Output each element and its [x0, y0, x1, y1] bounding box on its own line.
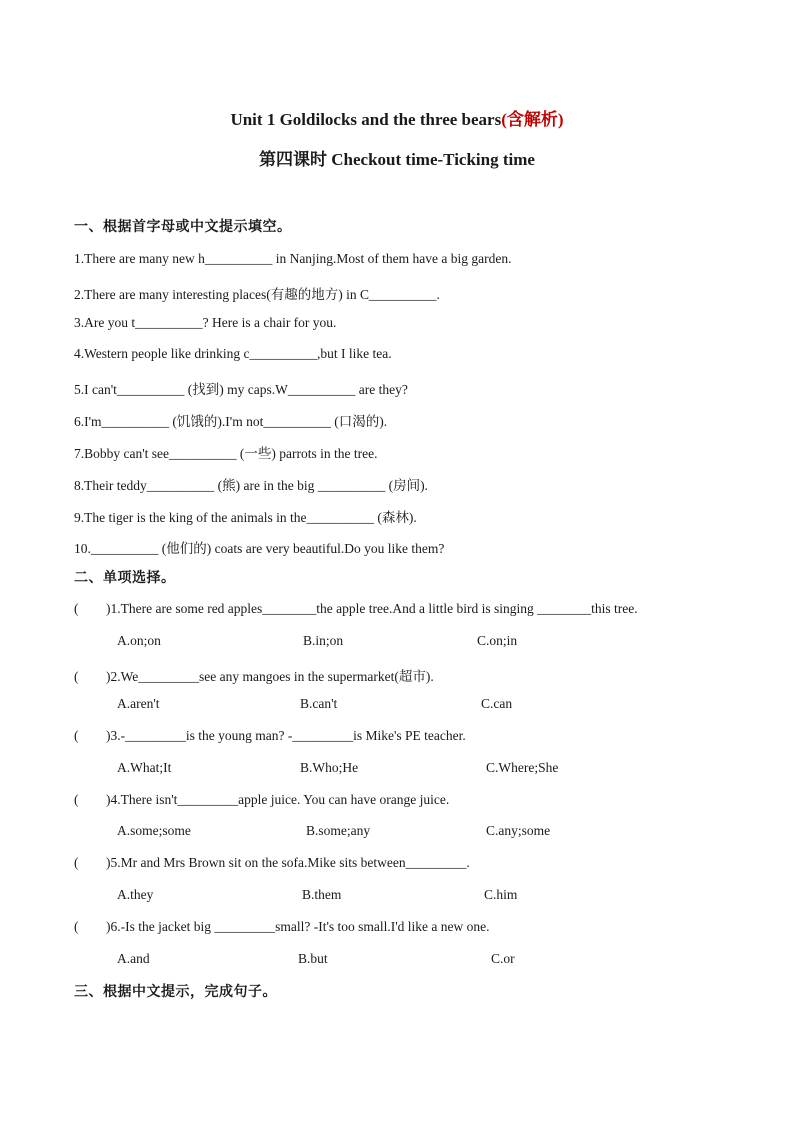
q4-option-c: C.any;some	[486, 823, 551, 838]
q3-option-a: A.What;It	[117, 760, 172, 775]
q2-option-b: B.can't	[300, 696, 338, 711]
document-title	[0, 105, 794, 130]
answer-bracket: (	[74, 792, 79, 807]
fill-item-3: 3.Are you t__________? Here is a chair for you.	[74, 315, 337, 330]
section3-heading: 三、根据中文提示，完成句子。	[74, 984, 277, 1000]
q1-option-b: B.in;on	[303, 633, 344, 648]
q2-option-a: A.aren't	[117, 696, 160, 711]
q6-option-b: B.but	[298, 951, 328, 966]
title-main: Unit 1 Goldilocks and the three bears	[230, 110, 502, 129]
q1-option-c: C.on;in	[477, 633, 518, 648]
fill-item-5: 5.I can't__________ (找到) my caps.W__________ are they?	[74, 382, 408, 397]
choice-question-2	[74, 665, 434, 685]
fill-item-8: 8.Their teddy__________ (熊) are in the big __________ (房间).	[74, 478, 428, 493]
fill-item-7: 7.Bobby can't see__________ (一些) parrots in the tree.	[74, 446, 378, 461]
q5-option-b: B.them	[302, 887, 342, 902]
fill-item-4: 4.Western people like drinking c__________,but I like tea.	[74, 346, 392, 361]
fill-item-1: 1.There are many new h__________ in Nanjing.Most of them have a big garden.	[74, 251, 512, 266]
choice-question-5	[74, 855, 470, 871]
answer-bracket: (	[74, 601, 79, 616]
q4-option-b: B.some;any	[306, 823, 371, 838]
answer-bracket: (	[74, 855, 79, 870]
question-stem: )4.There isn't_________apple juice. You can have orange juice.	[106, 792, 450, 807]
q5-option-c: C.him	[484, 887, 518, 902]
document-subtitle: 第四课时 Checkout time-Ticking time	[259, 150, 535, 169]
section2-heading: 二、单项选择。	[74, 570, 176, 586]
section1-heading: 一、根据首字母或中文提示填空。	[74, 219, 292, 235]
answer-bracket: (	[74, 919, 79, 934]
q3-option-b: B.Who;He	[300, 760, 359, 775]
question-stem: )3.-_________is the young man? -_________is Mike's PE teacher.	[106, 728, 466, 743]
choice-question-4	[74, 792, 449, 808]
q5-option-a: A.they	[117, 887, 154, 902]
answer-bracket: (	[74, 669, 79, 684]
title-note: (含解析)	[501, 110, 564, 129]
question-stem: )1.There are some red apples________the apple tree.And a little bird is singing ________this tree.	[106, 601, 638, 616]
answer-bracket: (	[74, 728, 79, 743]
choice-question-6	[74, 919, 490, 935]
q3-option-c: C.Where;She	[486, 760, 559, 775]
fill-item-10: 10.__________ (他们的) coats are very beautiful.Do you like them?	[74, 541, 445, 556]
question-stem: )6.-Is the jacket big _________small? -It's too small.I'd like a new one.	[106, 919, 490, 934]
q4-option-a: A.some;some	[117, 823, 191, 838]
fill-item-6: 6.I'm__________ (饥饿的).I'm not__________ (口渴的).	[74, 414, 388, 429]
q2-option-c: C.can	[481, 696, 513, 711]
q6-option-c: C.or	[491, 951, 515, 966]
question-stem: )5.Mr and Mrs Brown sit on the sofa.Mike sits between_________.	[106, 855, 470, 870]
q1-option-a: A.on;on	[117, 633, 161, 648]
choice-question-1	[74, 601, 638, 617]
question-stem: )2.We_________see any mangoes in the supermarket(超市).	[106, 669, 434, 684]
choice-question-3	[74, 728, 466, 744]
fill-item-2: 2.There are many interesting places(有趣的地方) in C__________.	[74, 287, 440, 302]
fill-item-9: 9.The tiger is the king of the animals in the__________ (森林).	[74, 510, 417, 525]
q6-option-a: A.and	[117, 951, 150, 966]
